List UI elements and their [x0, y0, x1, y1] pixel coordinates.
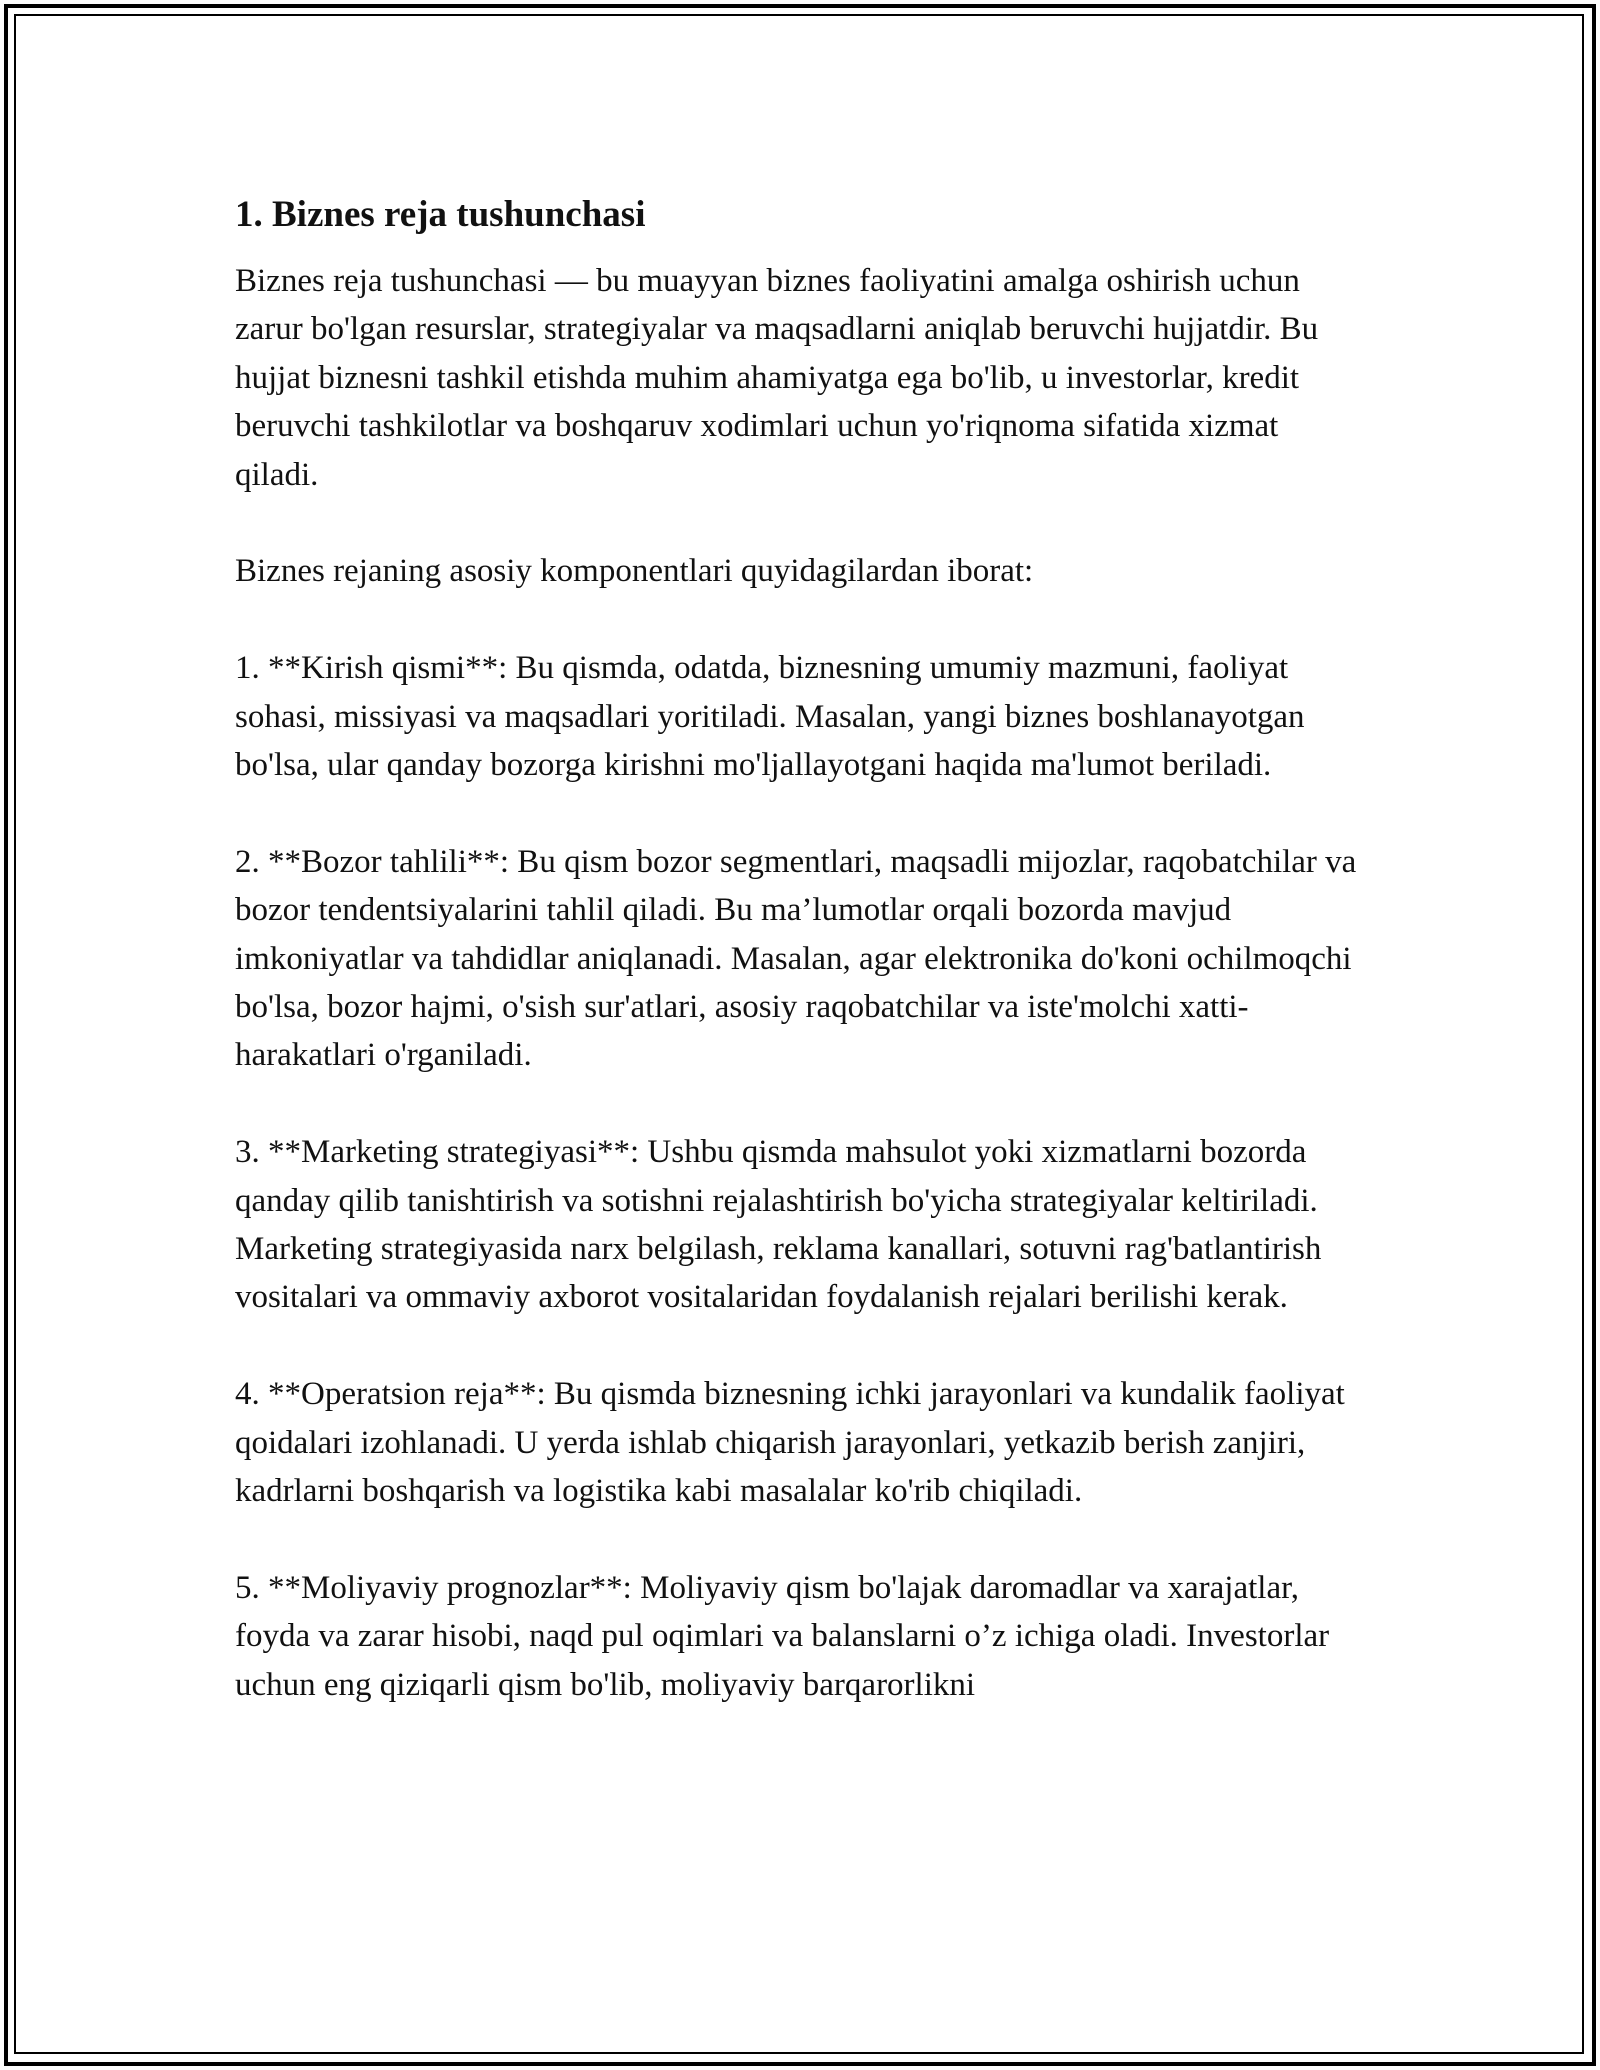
document-heading: 1. Biznes reja tushunchasi	[235, 194, 646, 235]
list-item-operatsion-reja: 4. **Operatsion reja**: Bu qismda biznesning ichki jarayonlari va kundalik faoliyat qoidalari izohlanadi. U yerda ishlab chiqarish jarayonlari, yetkazib berish zanjiri, kadrlarni boshqarish va logistika kabi masalalar ko'rib chiqiladi.	[235, 1376, 1345, 1510]
intro-paragraph: Biznes reja tushunchasi — bu muayyan biznes faoliyatini amalga oshirish uchun zarur bo'lgan resurslar, strategiyalar va maqsadlarni aniqlab beruvchi hujjatdir. Bu hujjat biznesni tashkil etishda muhim ahamiyatga ega bo'lib, u investorlar, kredit beruvchi tashkilotlar va boshqaruv xodimlari uchun yo'riqnoma sifatida xizmat qiladi.	[235, 263, 1319, 493]
list-item-marketing-strategiyasi: 3. **Marketing strategiyasi**: Ushbu qismda mahsulot yoki xizmatlarni bozorda qanday qilib tanishtirish va sotishni rejalashtirish bo'yicha strategiyalar keltiriladi. Marketing strategiyasida narx belgilash, reklama kanallari, sotuvni rag'batlantirish vositalari va ommaviy axborot vositalaridan foydalanish rejalari berilishi kerak.	[235, 1134, 1322, 1316]
list-item-bozor-tahlili: 2. **Bozor tahlili**: Bu qism bozor segmentlari, maqsadli mijozlar, raqobatchilar va bozor tendentsiyalarini tahlil qiladi. Bu ma’lumotlar orqali bozorda mavjud imkoniyatlar va tahdidlar aniqlanadi. Masalan, agar elektronika do'koni ochilmoqchi bo'lsa, bozor hajmi, o'sish sur'atlari, asosiy raqobatchilar va iste'molchi xatti-harakatlari o'rganiladi.	[235, 843, 1357, 1074]
document-body	[235, 185, 1365, 1709]
list-item-moliyaviy-prognozlar: 5. **Moliyaviy prognozlar**: Moliyaviy qism bo'lajak daromadlar va xarajatlar, foyda va zarar hisobi, naqd pul oqimlari va balanslarni o’z ichiga oladi. Investorlar uchun eng qiziqarli qism bo'lib, moliyaviy barqarorlikni	[235, 1569, 1330, 1703]
components-intro-paragraph: Biznes rejaning asosiy komponentlari quyidagilardan iborat:	[235, 553, 1034, 590]
list-item-kirish-qismi: 1. **Kirish qismi**: Bu qismda, odatda, biznesning umumiy mazmuni, faoliyat sohasi, missiyasi va maqsadlari yoritiladi. Masalan, yangi biznes boshlanayotgan bo'lsa, ular qanday bozorga kirishni mo'ljallayotgani haqida ma'lumot beriladi.	[235, 650, 1305, 784]
